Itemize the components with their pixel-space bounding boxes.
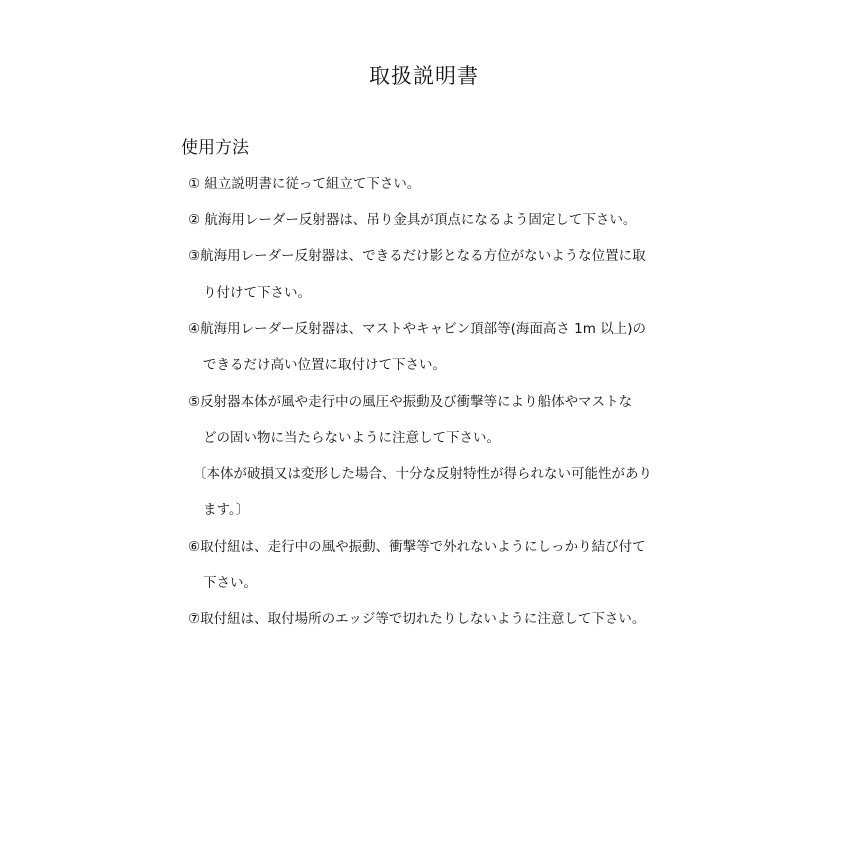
instruction-2: ② 航海用レーダー反射器は、吊り金具が頂点になるよう固定して下さい。	[188, 212, 637, 228]
instruction-5: ⑤反射器本体が風や走行中の風圧や振動及び衝撃等により船体やマストな	[188, 394, 633, 410]
instruction-4-cont: できるだけ高い位置に取付けて下さい。	[203, 357, 446, 373]
instruction-5-cont: どの固い物に当たらないように注意して下さい。	[203, 430, 500, 446]
note: 〔本体が破損又は変形した場合、十分な反射特性が得られない可能性があり	[193, 466, 652, 482]
instruction-3-cont: り付けて下さい。	[203, 285, 311, 301]
instruction-4: ④航海用レーダー反射器は、マストやキャビン頂部等(海面高さ 1m 以上)の	[188, 321, 646, 337]
instruction-6: ⑥取付紐は、走行中の風や振動、衝撃等で外れないようにしっかり結び付て	[188, 539, 646, 555]
section-heading: 使用方法	[181, 138, 249, 158]
instruction-6-cont: 下さい。	[203, 575, 257, 591]
instruction-1: ① 組立説明書に従って組立て下さい。	[188, 176, 421, 192]
instruction-7: ⑦取付紐は、取付場所のエッジ等で切れたりしないように注意して下さい。	[188, 611, 646, 627]
note-cont: ます。〕	[203, 502, 250, 518]
page-title: 取扱説明書	[369, 64, 479, 88]
instruction-3: ③航海用レーダー反射器は、できるだけ影となる方位がないような位置に取	[188, 248, 646, 264]
